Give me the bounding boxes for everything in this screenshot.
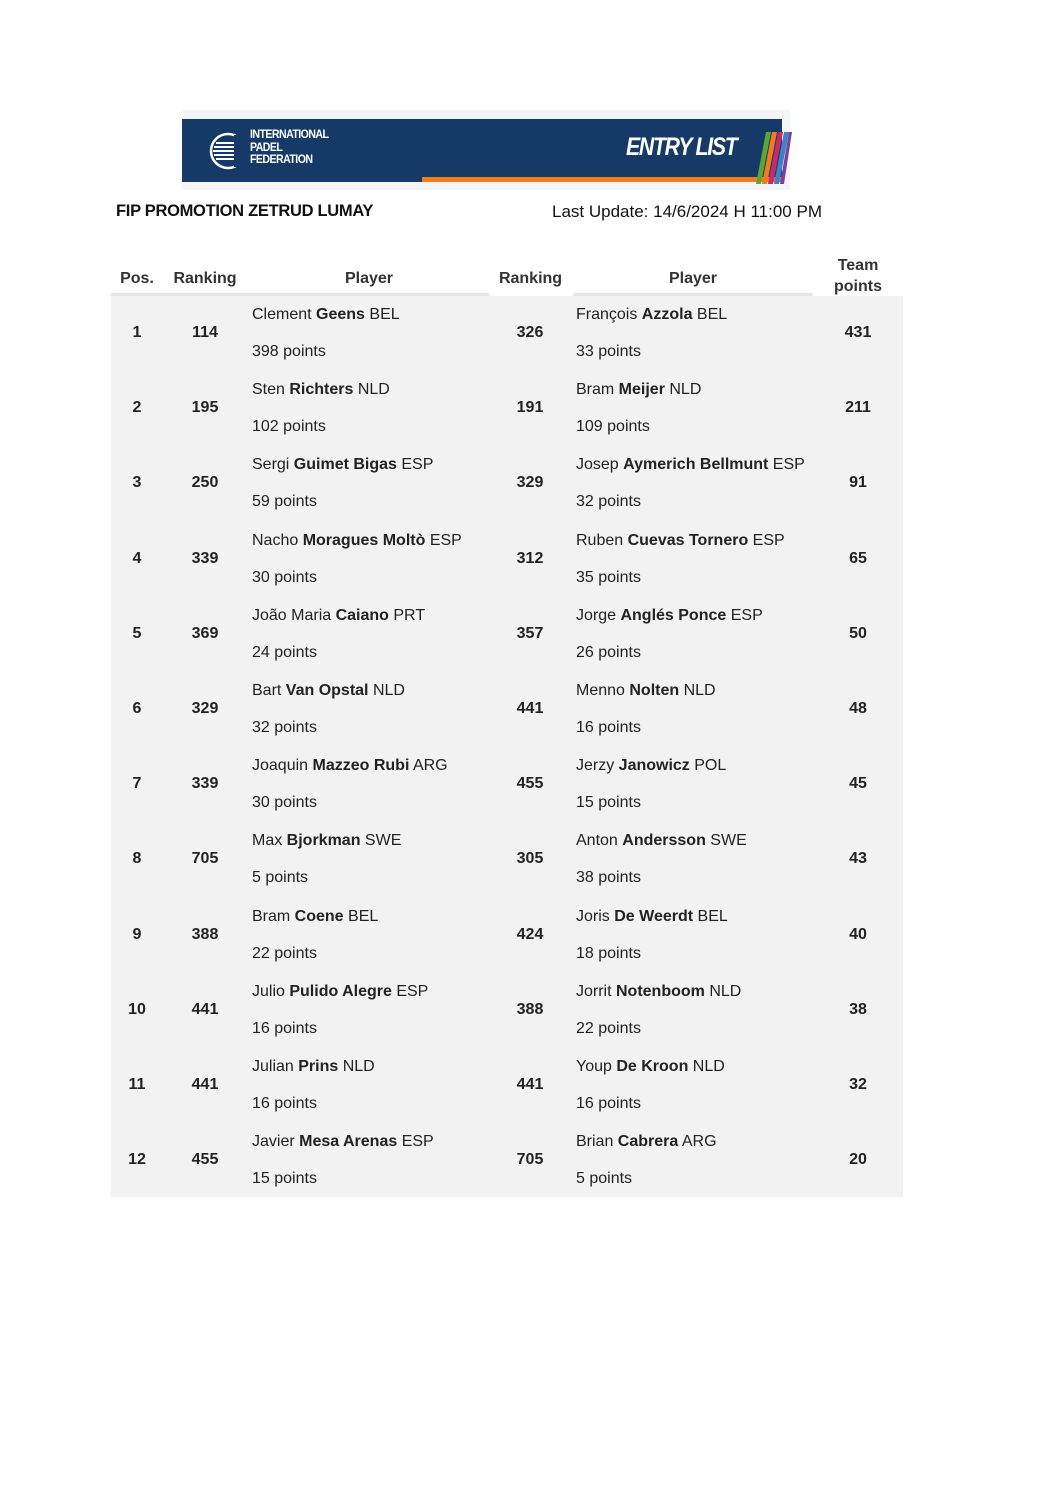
ranking-1-cell: 705 — [191, 850, 219, 868]
player-last-name: Janowicz — [618, 757, 690, 775]
ranking-2-cell: 424 — [516, 925, 544, 943]
ranking-2-cell: 191 — [516, 399, 544, 417]
player-last-name: Van Opstal — [285, 682, 369, 699]
ranking-2-cell: 441 — [516, 700, 544, 717]
table-row — [111, 1124, 903, 1199]
ranking-2-cell: 388 — [516, 1000, 544, 1018]
team-points-cell: 65 — [849, 549, 867, 567]
player-nationality: BEL — [364, 306, 400, 323]
player-2-name — [576, 1058, 725, 1076]
ranking-2-cell: 455 — [516, 775, 544, 793]
ranking-1-cell: 441 — [191, 1000, 219, 1018]
player-last-name: Azzola — [641, 306, 693, 323]
player-last-name: Bjorkman — [286, 832, 361, 850]
player-nationality: POL — [689, 757, 727, 775]
player-last-name: Richters — [289, 381, 354, 399]
player-nationality: BEL — [343, 907, 379, 925]
player-nationality: NLD — [679, 682, 716, 699]
player-2-name — [576, 456, 805, 474]
player-2-name — [576, 607, 763, 625]
player-first-name: Julio — [252, 982, 290, 1000]
player-1-points: 15 points — [252, 1170, 317, 1188]
player-last-name: De Kroon — [616, 1058, 689, 1075]
player-nationality: NLD — [353, 381, 390, 399]
player-first-name: Sergi — [252, 456, 294, 474]
ranking-2-cell: 329 — [516, 474, 544, 492]
player-1-points: 22 points — [252, 944, 317, 962]
team-points-cell: 45 — [849, 775, 867, 793]
player-first-name: Josep — [576, 456, 624, 474]
ranking-1-cell: 329 — [191, 700, 219, 717]
table-row — [111, 523, 903, 598]
player-last-name: Nolten — [629, 682, 680, 699]
player-last-name: Anglés Ponce — [620, 606, 727, 624]
player-1-name — [252, 832, 401, 850]
player-nationality: SWE — [705, 832, 747, 850]
player-last-name: De Weerdt — [614, 907, 694, 925]
player-1-points: 24 points — [252, 643, 317, 661]
player-1-name — [252, 1058, 375, 1076]
org-name — [250, 129, 328, 167]
team-points-cell: 48 — [849, 700, 867, 717]
player-1-points: 102 points — [252, 418, 326, 436]
ranking-2-cell: 705 — [516, 1151, 544, 1169]
position-cell: 1 — [132, 324, 142, 341]
player-2-name — [576, 532, 785, 550]
player-first-name: João Maria — [252, 606, 336, 624]
ranking-1-cell: 441 — [191, 1076, 219, 1093]
table-row — [111, 823, 903, 898]
player-nationality: ESP — [396, 456, 434, 474]
player-nationality: NLD — [688, 1058, 725, 1075]
player-first-name: Jorrit — [576, 982, 616, 1000]
player-first-name: Youp — [576, 1058, 617, 1075]
player-2-name — [576, 682, 716, 700]
player-1-name — [252, 983, 428, 1001]
player-nationality: ESP — [768, 456, 805, 474]
banner-bar — [182, 119, 782, 182]
table-row — [111, 297, 903, 372]
player-first-name: Joaquin — [252, 757, 313, 775]
player-first-name: Anton — [576, 832, 623, 850]
player-first-name: Sten — [252, 381, 290, 399]
col-header-ranking-1: Ranking — [173, 270, 237, 287]
player-1-points: 16 points — [252, 1095, 317, 1112]
org-line-3: FEDERATION — [250, 154, 313, 166]
player-1-name — [252, 381, 390, 399]
player-last-name: Caiano — [335, 606, 389, 624]
player-2-points: 33 points — [576, 343, 641, 360]
player-last-name: Mesa Arenas — [299, 1133, 398, 1151]
banner — [182, 110, 790, 190]
team-points-cell: 211 — [845, 399, 871, 417]
player-first-name: Ruben — [576, 531, 628, 549]
ranking-1-cell: 114 — [192, 324, 218, 341]
player-1-name — [252, 1133, 434, 1151]
position-cell: 3 — [132, 474, 142, 492]
player-nationality: ESP — [391, 982, 429, 1000]
player-2-points: 22 points — [576, 1019, 641, 1037]
player-1-name — [252, 682, 405, 700]
player-last-name: Pulido Alegre — [289, 982, 392, 1000]
player-2-points: 16 points — [576, 1095, 641, 1112]
position-cell: 8 — [132, 850, 142, 868]
player-1-points: 16 points — [252, 1019, 317, 1037]
player-nationality: ARG — [678, 1133, 717, 1151]
player-2-points: 15 points — [576, 794, 641, 812]
player-first-name: François — [576, 306, 642, 323]
entry-list-title: ENTRY LIST — [626, 133, 737, 161]
player-last-name: Coene — [294, 907, 344, 925]
player-first-name: Bram — [576, 381, 619, 399]
player-2-points: 26 points — [576, 643, 641, 661]
ranking-1-cell: 339 — [191, 549, 219, 567]
org-line-2: PADEL — [250, 141, 283, 154]
player-first-name: Bram — [252, 907, 295, 925]
player-first-name: Nacho — [252, 531, 303, 549]
fip-logo-icon — [208, 131, 248, 171]
player-1-points: 30 points — [252, 568, 317, 586]
position-cell: 2 — [132, 399, 142, 417]
player-1-points: 30 points — [252, 794, 317, 812]
table-row — [111, 899, 903, 974]
player-first-name: Jerzy — [576, 757, 619, 775]
player-nationality: NLD — [338, 1058, 375, 1075]
table-row — [111, 598, 903, 673]
ranking-1-cell: 388 — [191, 925, 219, 943]
org-line-1: INTERNATIONAL — [250, 129, 329, 141]
player-2-name — [576, 306, 727, 324]
player-2-points: 35 points — [576, 568, 641, 586]
player-first-name: Bart — [252, 682, 286, 699]
player-1-points: 5 points — [252, 869, 309, 887]
player-last-name: Aymerich Bellmunt — [623, 456, 769, 474]
player-nationality: BEL — [693, 907, 728, 925]
col-header-team-points-line-1: Team — [837, 257, 879, 274]
ranking-2-cell: 305 — [516, 850, 544, 868]
position-cell: 4 — [132, 549, 142, 567]
player-2-name — [576, 757, 726, 775]
ranking-2-cell: 312 — [516, 549, 544, 567]
ranking-2-cell: 441 — [516, 1076, 544, 1093]
table-row — [111, 974, 903, 1049]
player-last-name: Notenboom — [616, 982, 705, 1000]
player-2-points: 5 points — [576, 1170, 633, 1188]
col-header-team-points-line-2: points — [834, 278, 882, 295]
player-first-name: Joris — [576, 907, 615, 925]
player-2-points: 18 points — [576, 944, 641, 962]
player-1-points: 398 points — [252, 343, 326, 360]
player-1-name — [252, 532, 462, 550]
col-header-player-1: Player — [344, 270, 394, 287]
player-last-name: Prins — [298, 1058, 339, 1075]
player-2-name — [576, 1133, 717, 1151]
team-points-cell: 40 — [849, 925, 867, 943]
team-points-cell: 43 — [849, 850, 867, 868]
player-last-name: Mazzeo Rubi — [312, 757, 410, 775]
position-cell: 7 — [132, 775, 142, 793]
table-row — [111, 1049, 903, 1124]
tournament-title: FIP PROMOTION ZETRUD LUMAY — [116, 202, 374, 220]
player-1-name — [252, 607, 425, 625]
player-first-name: Javier — [252, 1133, 300, 1151]
col-header-ranking-2: Ranking — [498, 270, 563, 287]
player-first-name: Julian — [252, 1058, 299, 1075]
rainbow-stripes-icon — [752, 132, 792, 184]
table-row — [111, 447, 903, 522]
player-nationality: ARG — [409, 757, 448, 775]
team-points-cell: 20 — [849, 1151, 867, 1169]
position-cell: 10 — [128, 1000, 146, 1018]
table-row — [111, 748, 903, 823]
position-cell: 11 — [128, 1076, 146, 1093]
player-nationality: NLD — [368, 682, 405, 699]
player-2-points: 32 points — [576, 493, 641, 511]
player-nationality: PRT — [388, 606, 426, 624]
orange-swoosh-icon — [422, 174, 782, 182]
player-2-name — [576, 908, 728, 926]
player-first-name: Jorge — [576, 606, 621, 624]
player-first-name: Clement — [252, 306, 317, 323]
player-2-name — [576, 381, 701, 399]
player-nationality: SWE — [360, 832, 402, 850]
player-1-name — [252, 757, 448, 775]
position-cell: 12 — [128, 1151, 146, 1169]
player-nationality: NLD — [704, 982, 742, 1000]
player-1-name — [252, 306, 400, 324]
ranking-1-cell: 195 — [191, 399, 219, 417]
team-points-cell: 91 — [849, 474, 867, 492]
position-cell: 9 — [132, 925, 142, 943]
player-last-name: Geens — [316, 306, 365, 323]
player-first-name: Menno — [576, 682, 630, 699]
player-first-name: Max — [252, 832, 287, 850]
ranking-1-cell: 250 — [191, 474, 219, 492]
player-nationality: ESP — [425, 531, 462, 549]
col-header-player-2: Player — [668, 270, 718, 287]
ranking-1-cell: 339 — [191, 775, 219, 793]
col-header-pos: Pos. — [120, 270, 154, 287]
last-update: Last Update: 14/6/2024 H 11:00 PM — [552, 202, 822, 221]
player-nationality: BEL — [692, 306, 728, 323]
ranking-1-cell: 369 — [191, 624, 219, 642]
team-points-cell: 32 — [849, 1076, 867, 1093]
player-nationality: NLD — [664, 381, 702, 399]
player-nationality: ESP — [397, 1133, 434, 1151]
table-row — [111, 372, 903, 447]
player-last-name: Moragues Moltò — [302, 531, 426, 549]
team-points-cell: 431 — [844, 324, 872, 341]
team-points-cell: 38 — [849, 1000, 867, 1018]
player-last-name: Guimet Bigas — [293, 456, 397, 474]
col-header-team-points — [813, 255, 903, 297]
player-nationality: ESP — [748, 531, 785, 549]
player-2-name — [576, 983, 741, 1001]
player-nationality: ESP — [726, 606, 763, 624]
player-1-name — [252, 908, 378, 926]
position-cell: 5 — [132, 624, 142, 642]
player-last-name: Andersson — [622, 832, 706, 850]
player-1-points: 59 points — [252, 493, 317, 511]
player-first-name: Brian — [576, 1133, 618, 1151]
ranking-2-cell: 357 — [516, 624, 544, 642]
table-row — [111, 673, 903, 748]
position-cell: 6 — [132, 700, 142, 717]
ranking-2-cell: 326 — [516, 324, 544, 341]
player-1-name — [252, 456, 433, 474]
player-2-points: 16 points — [576, 719, 641, 736]
player-1-points: 32 points — [252, 719, 317, 736]
ranking-1-cell: 455 — [191, 1151, 219, 1169]
player-2-points: 38 points — [576, 869, 641, 887]
player-2-name — [576, 832, 747, 850]
team-points-cell: 50 — [849, 624, 867, 642]
player-2-points: 109 points — [576, 418, 650, 436]
player-last-name: Cuevas Tornero — [627, 531, 749, 549]
player-last-name: Cabrera — [617, 1133, 679, 1151]
player-last-name: Meijer — [618, 381, 665, 399]
